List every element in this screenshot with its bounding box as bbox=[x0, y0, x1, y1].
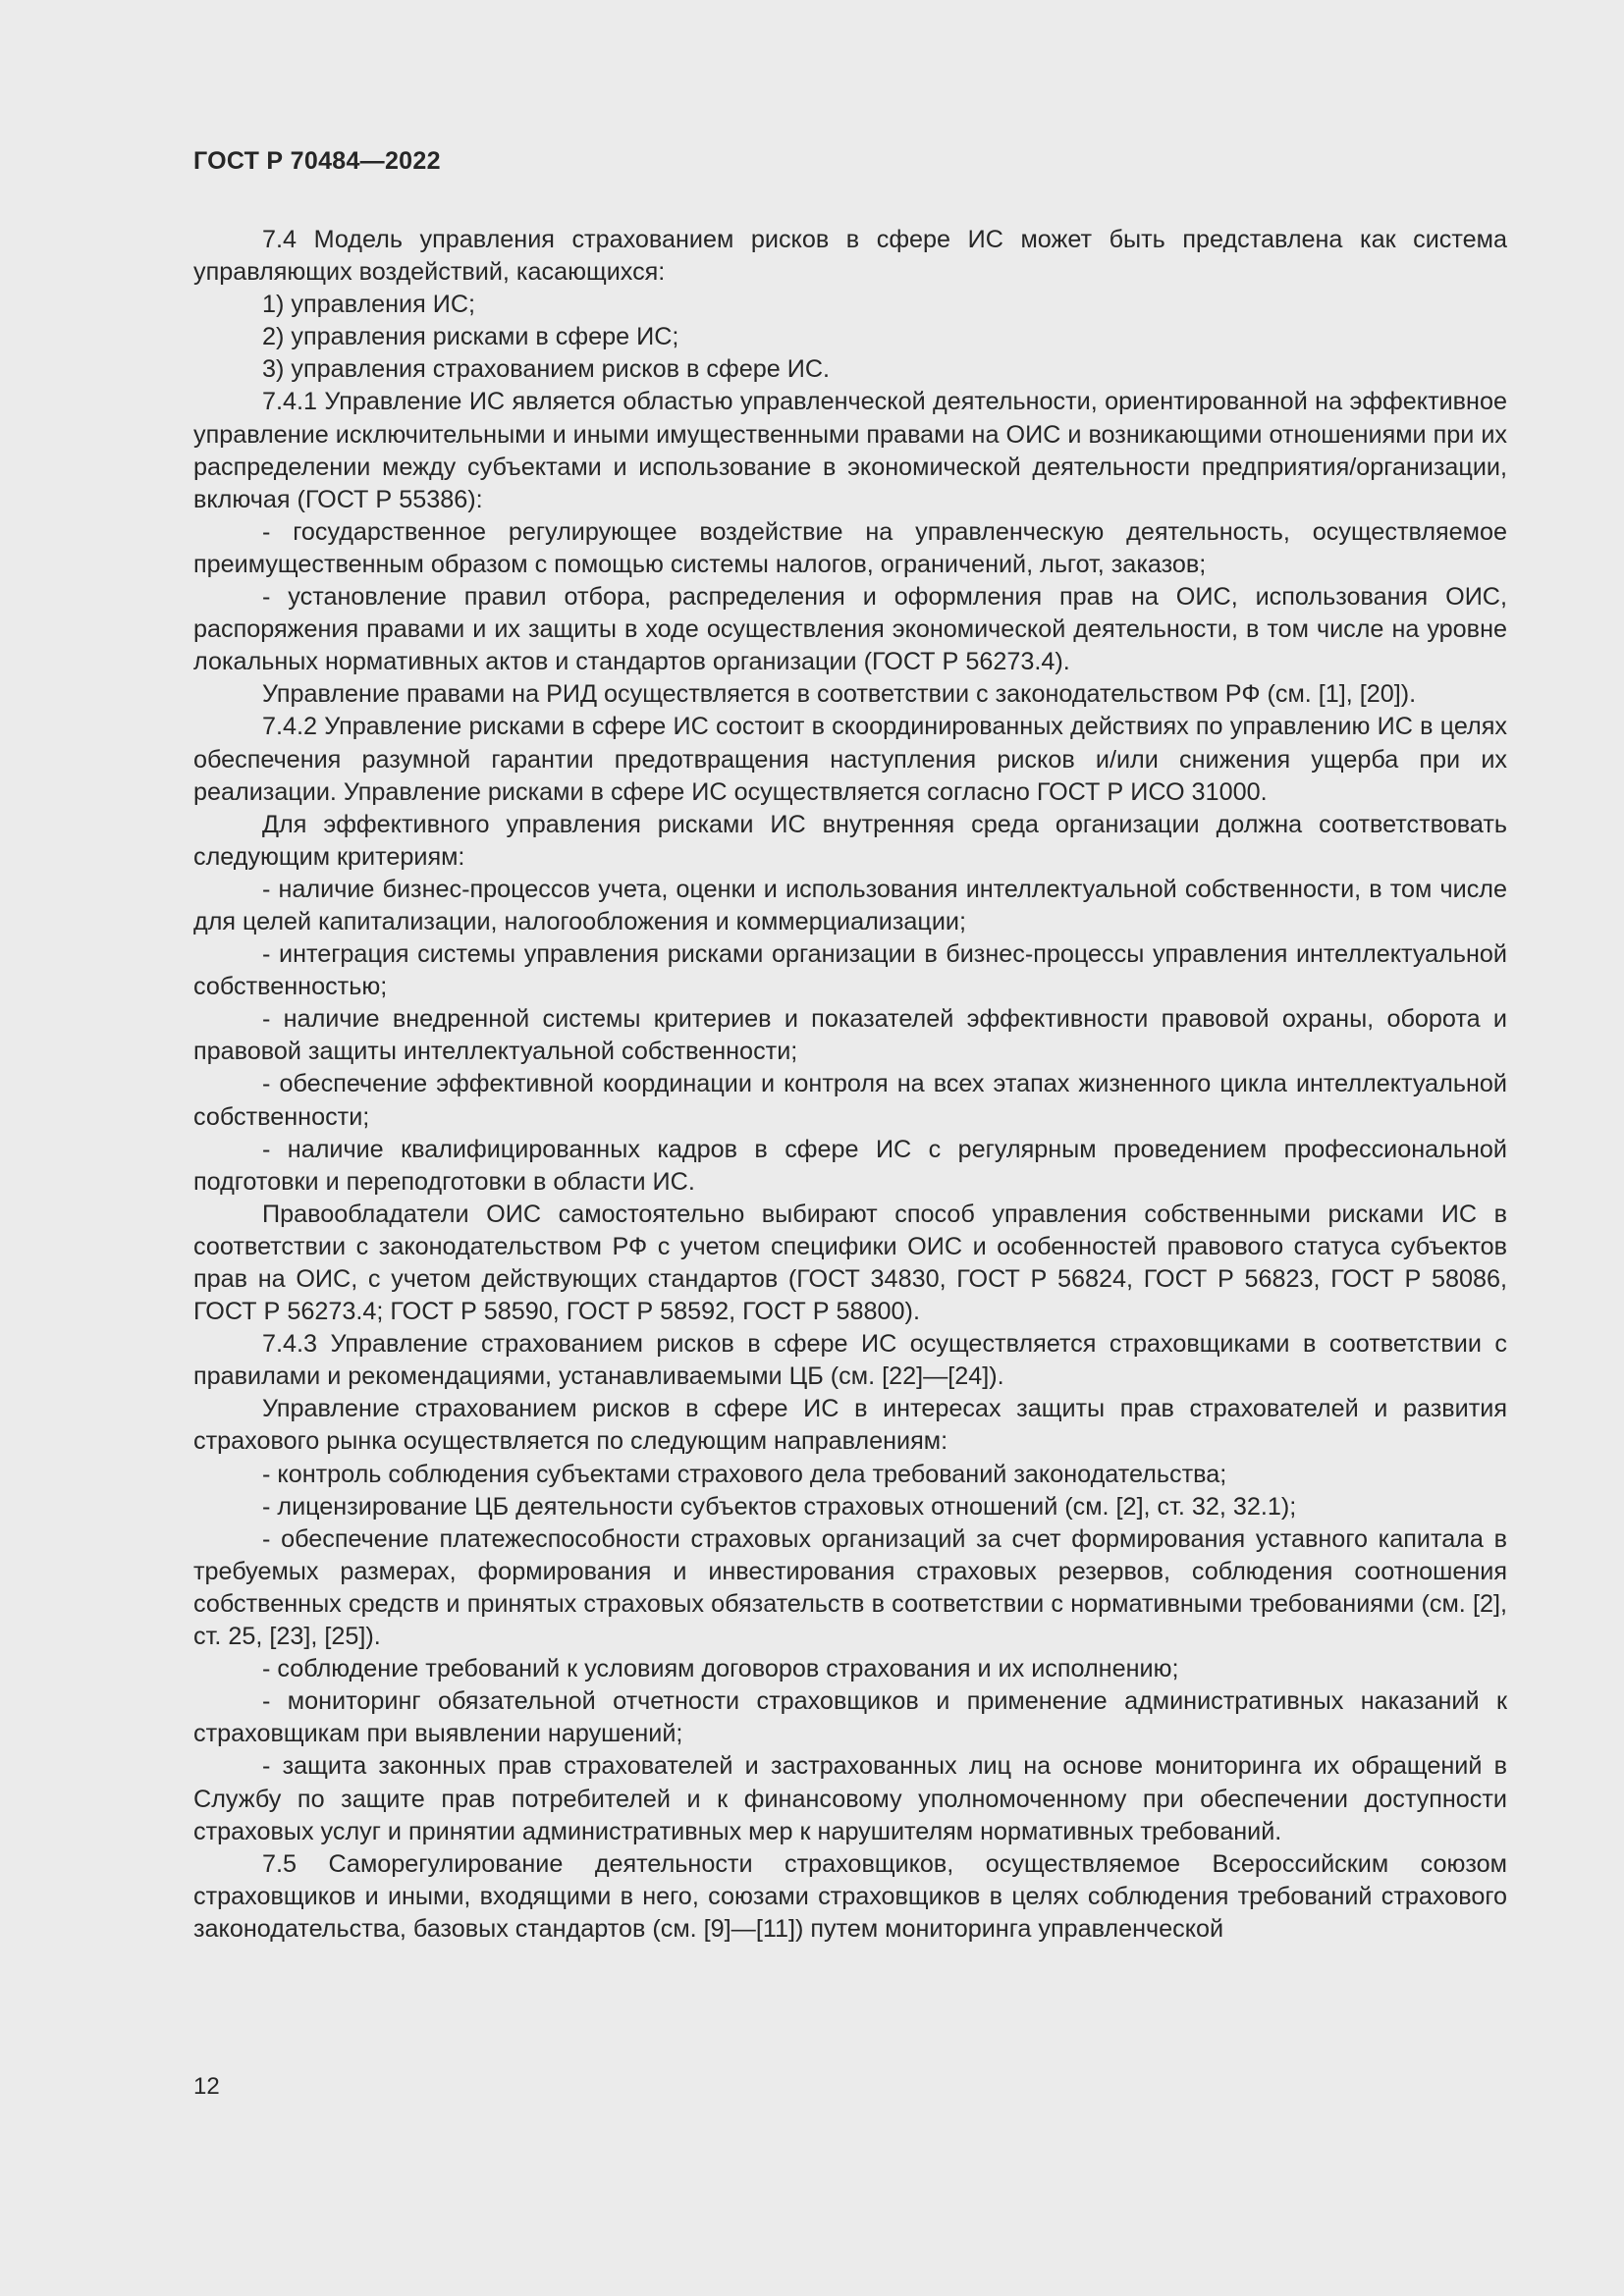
document-body bbox=[193, 224, 1507, 1946]
list-item: - наличие бизнес-процессов учета, оценки и использования интеллектуальной собственности, в том числе для целей капитализации, налогообложения и коммерциализации; bbox=[193, 875, 1507, 935]
paragraph: 7.4.2 Управление рисками в сфере ИС состоит в скоординированных действиях по управлению ИС в целях обеспечения разумной гарантии предотвращения наступления рисков и/или снижения ущерба при их реализации. Управление рисками в сфере ИС осуществляется согласно ГОСТ Р ИСО 31000. bbox=[193, 713, 1507, 806]
document-header-title: ГОСТ Р 70484—2022 bbox=[193, 147, 441, 175]
paragraph: Управление страхованием рисков в сфере ИС в интересах защиты прав страхователей и развития страхового рынка осуществляется по следующим направлениям: bbox=[193, 1395, 1507, 1456]
paragraph: 7.4.1 Управление ИС является областью управленческой деятельности, ориентированной на эффективное управление исключительными и иными имущественными правами на ОИС и возникающими отношениями при их распределении между субъектами и использование в экономической деятельности предприятия/организации, включая (ГОСТ Р 55386): bbox=[193, 388, 1507, 513]
paragraph: 7.4 Модель управления страхованием рисков в сфере ИС может быть представлена как система управляющих воздействий, касающихся: bbox=[193, 226, 1507, 287]
list-item: 2) управления рисками в сфере ИС; bbox=[262, 323, 679, 351]
list-item: 1) управления ИС; bbox=[262, 291, 476, 319]
list-item: 3) управления страхованием рисков в сфере ИС. bbox=[262, 355, 831, 384]
paragraph: 7.4.3 Управление страхованием рисков в сфере ИС осуществляется страховщиками в соответствии с правилами и рекомендациями, устанавливаемыми ЦБ (см. [22]—[24]). bbox=[193, 1330, 1507, 1391]
list-item: - обеспечение платежеспособности страховых организаций за счет формирования уставного капитала в требуемых размерах, формирования и инвестирования страховых резервов, соблюдения соотношения собственных средств и принятых страховых обязательств в соответствии с нормативными требованиями (см. [2], ст. 25, [23], [25]). bbox=[193, 1524, 1507, 1651]
list-item: - соблюдение требований к условиям договоров страхования и их исполнению; bbox=[262, 1655, 1179, 1683]
list-item: - государственное регулирующее воздействие на управленческую деятельность, осуществляемое преимущественным образом с помощью системы налогов, ограничений, льгот, заказов; bbox=[193, 517, 1507, 578]
paragraph: Правообладатели ОИС самостоятельно выбирают способ управления собственными рисками ИС в соответствии с законодательством РФ с учетом специфики ОИС и особенностей правового статуса субъектов прав на ОИС, с учетом действующих стандартов (ГОСТ 34830, ГОСТ Р 56824, ГОСТ Р 56823, ГОСТ Р 58086, ГОСТ Р 56273.4; ГОСТ Р 58590, ГОСТ Р 58592, ГОСТ Р 58800). bbox=[193, 1200, 1507, 1326]
list-item: - наличие внедренной системы критериев и показателей эффективности правовой охраны, оборота и правовой защиты интеллектуальной собственности; bbox=[193, 1005, 1507, 1066]
list-item: - установление правил отбора, распределения и оформления прав на ОИС, использования ОИС, распоряжения правами и их защиты в ходе осуществления экономической деятельности, в том числе на уровне локальных нормативных актов и стандартов организации (ГОСТ Р 56273.4). bbox=[193, 583, 1507, 676]
list-item: - контроль соблюдения субъектами страхового дела требований законодательства; bbox=[262, 1460, 1227, 1488]
list-item: - защита законных прав страхователей и застрахованных лиц на основе мониторинга их обращений в Службу по защите прав потребителей и к финансовому уполномоченному при обеспечении доступности страховых услуг и принятии административных мер к нарушителям нормативных требований. bbox=[193, 1752, 1507, 1845]
list-item: - обеспечение эффективной координации и контроля на всех этапах жизненного цикла интеллектуальной собственности; bbox=[193, 1070, 1507, 1131]
page-number: 12 bbox=[193, 2073, 220, 2100]
paragraph: Управление правами на РИД осуществляется в соответствии с законодательством РФ (см. [1], [20]). bbox=[262, 680, 1417, 709]
paragraph: Для эффективного управления рисками ИС внутренняя среда организации должна соответствовать следующим критериям: bbox=[193, 810, 1507, 871]
list-item: - интеграция системы управления рисками организации в бизнес-процессы управления интеллектуальной собственностью; bbox=[193, 940, 1507, 1001]
list-item: - лицензирование ЦБ деятельности субъектов страховых отношений (см. [2], ст. 32, 32.1); bbox=[262, 1492, 1297, 1521]
list-item: - мониторинг обязательной отчетности страховщиков и применение административных наказаний к страховщикам при выявлении нарушений; bbox=[193, 1687, 1507, 1748]
paragraph: 7.5 Саморегулирование деятельности страховщиков, осуществляемое Всероссийским союзом страховщиков и иными, входящими в него, союзами страховщиков в целях соблюдения требований страхового законодательства, базовых стандартов (см. [9]—[11]) путем мониторинга управленческой bbox=[193, 1849, 1507, 1943]
list-item: - наличие квалифицированных кадров в сфере ИС с регулярным проведением профессиональной подготовки и переподготовки в области ИС. bbox=[193, 1135, 1507, 1196]
